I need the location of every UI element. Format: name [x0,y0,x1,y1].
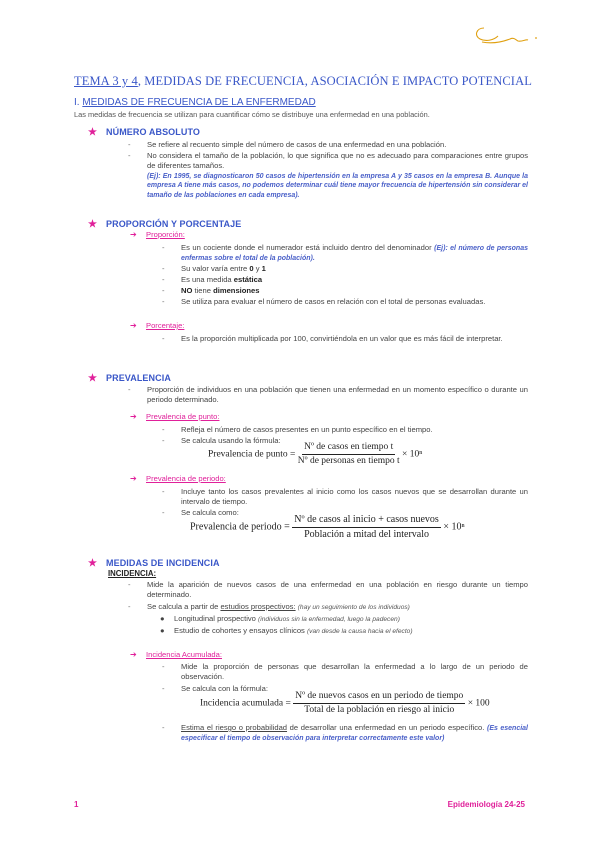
list-item: ● Estudio de cohortes y ensayos clínicos (van desde la causa hacia el efecto) [160,626,413,635]
heading-numero-absoluto: ★ NÚMERO ABSOLUTO [88,127,201,138]
formula-incidencia-acumulada: Incidencia acumulada = $\frac{\text{Nº de nuevos casos en un periodo de tiempo}}{\text{Total de la población en riesgo al inicio}}$ × 100 [200,691,490,715]
course-name: Epidemiología 24-25 [447,800,525,809]
star-icon: ★ [88,373,97,384]
arrow-right-icon: ➔ [130,321,137,330]
heading-incidencia: ★ MEDIDAS DE INCIDENCIA [88,558,220,569]
list-item: - No considera el tamaño de la población, lo que significa que no es adecuado para comparaciones entre grupos de diferentes tamaños. [128,151,528,171]
subheading-prevalencia-periodo: ➔ Prevalencia de periodo: [130,474,226,483]
list-item: ● Longitudinal prospectivo (individuos sin la enfermedad, luego la padecen) [160,614,400,623]
subheading-prevalencia-punto: ➔ Prevalencia de punto: [130,412,220,421]
list-item: - NO tiene dimensiones [162,286,260,295]
list-item: - Se calcula como: [162,508,239,517]
list-item: - Mide la proporción de personas que desarrollan la enfermedad a lo largo de un periodo de observación. [162,662,528,682]
list-item: - Se calcula a partir de estudios prospectivos: (hay un seguimiento de los individuos) [128,602,410,611]
list-item: - Estima el riesgo o probabilidad de desarrollar una enfermedad en un periodo específico. (Es esencial especificar el tiempo de observación para interpretar correctamente este valor) [162,723,528,743]
list-item: - Incluye tanto los casos prevalentes al inicio como los casos nuevos que se desarrollan durante un intervalo de tiempo. [162,487,528,507]
subheading-proporcion: ➔ Proporción: [130,230,185,239]
list-item: - Mide la aparición de nuevos casos de una enfermedad en una población en riesgo durante un tiempo determinado. [128,580,528,600]
formula-prevalencia-periodo: Prevalencia de periodo = $\frac{\text{Nº de casos al inicio + casos nuevos}}{\text{Población a mitad del intervalo}}$ × 10ⁿ [190,514,465,540]
arrow-right-icon: ➔ [130,230,137,239]
list-item: - Se calcula usando la fórmula: [162,436,281,445]
list-item: - Es la proporción multiplicada por 100, convirtiéndola en un valor que es más fácil de interpretar. [162,334,503,343]
signature-logo [472,22,542,52]
list-item: - Su valor varía entre 0 y 1 [162,264,266,273]
heading-proporcion: ★ PROPORCIÓN Y PORCENTAJE [88,219,242,230]
section-heading: I. MEDIDAS DE FRECUENCIA DE LA ENFERMEDAD [74,97,316,108]
arrow-right-icon: ➔ [130,650,137,659]
arrow-right-icon: ➔ [130,474,137,483]
list-item: - Se calcula con la fórmula: [162,684,268,693]
heading-prevalencia: ★ PREVALENCIA [88,373,171,384]
list-item: - Proporción de individuos en una población que tienen una enfermedad en un momento específico o durante un periodo determinado. [128,385,528,405]
page-number: 1 [74,800,79,809]
arrow-right-icon: ➔ [130,412,137,421]
formula-prevalencia-punto: Prevalencia de punto = $\frac{\text{Nº de casos en tiempo t}}{\text{Nº de personas en tiempo t}}$ × 10ⁿ [208,442,423,466]
star-icon: ★ [88,558,97,569]
example-text: (Ej): En 1995, se diagnosticaron 50 casos de hipertensión en la empresa A y 35 casos en la empresa B. Aunque la empresa A tiene más casos, no podemos determinar cuál tiene mayor frecuencia de hipertensión sin considerar el tamaño de las poblaciones en cada empresa). [147,173,528,199]
subheading-porcentaje: ➔ Porcentaje: [130,321,185,330]
label-incidencia: INCIDENCIA: [108,569,157,578]
list-item: - Se utiliza para evaluar el número de casos en relación con el total de personas evaluadas. [162,297,486,306]
star-icon: ★ [88,219,97,230]
list-item: - Es un cociente donde el numerador está incluido dentro del denominador (Ej): el número de personas enfermas sobre el total de la población). [162,243,528,263]
star-icon: ★ [88,127,97,138]
section-intro: Las medidas de frecuencia se utilizan para cuantificar cómo se distribuye una enfermedad en una población. [74,110,430,119]
list-item: - Se refiere al recuento simple del número de casos de una enfermedad en una población. [128,140,447,149]
page-title: TEMA 3 y 4, MEDIDAS DE FRECUENCIA, ASOCIACIÓN E IMPACTO POTENCIAL [74,74,532,88]
list-item: - Es una medida estática [162,275,263,284]
list-item: - Refleja el número de casos presentes en un punto específico en el tiempo. [162,425,433,434]
subheading-incidencia-acumulada: ➔ Incidencia Acumulada: [130,650,222,659]
